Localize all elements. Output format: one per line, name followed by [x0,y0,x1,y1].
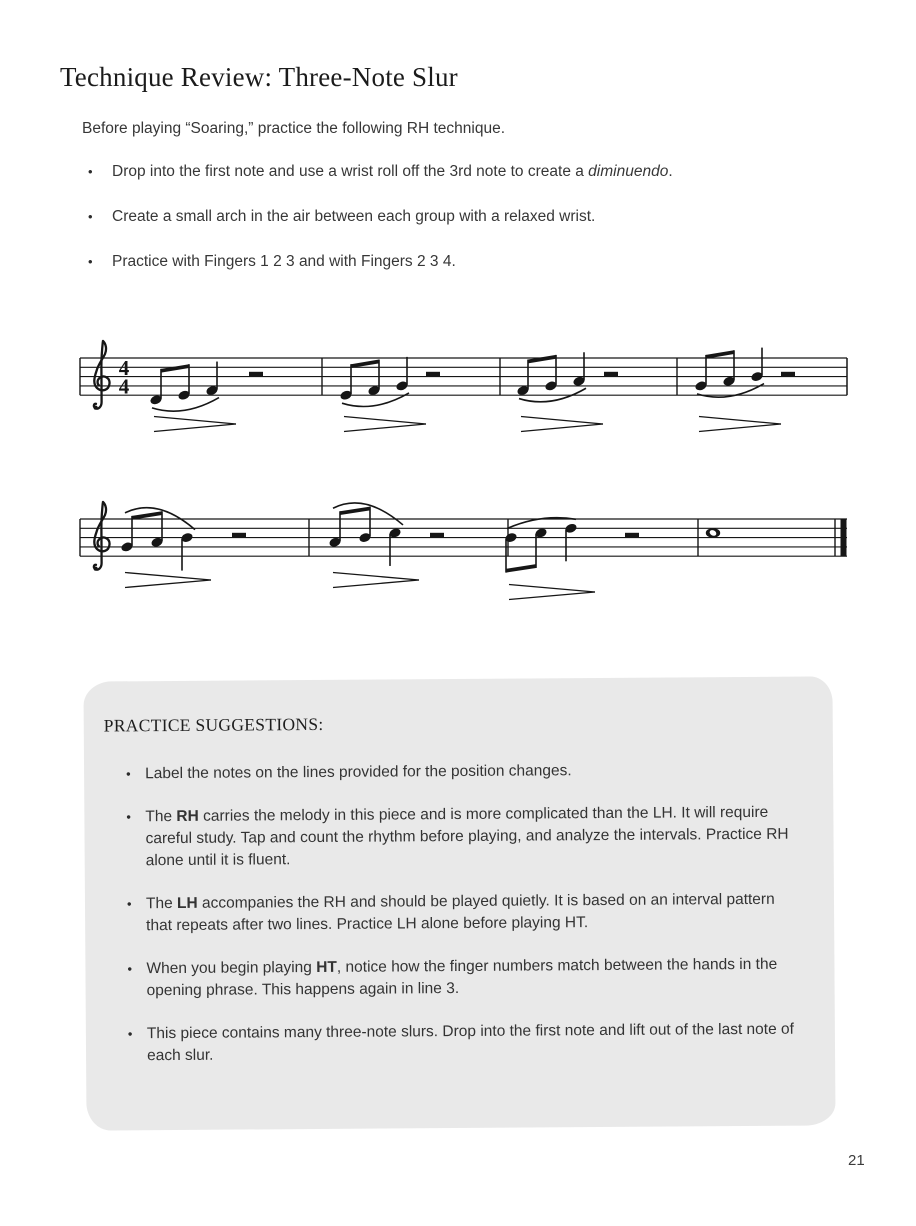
beam [161,364,189,372]
half-rest [232,533,246,538]
decrescendo-hairpin [154,424,236,432]
bullet-icon: • [88,254,93,269]
bullet-icon: • [88,164,93,179]
practice-suggestions-heading: PRACTICE SUGGESTIONS: [103,713,324,736]
bullet-icon: • [88,209,93,224]
decrescendo-hairpin [154,417,236,425]
decrescendo-hairpin [333,580,419,588]
time-signature: 4 [118,374,130,399]
measure [339,357,440,432]
intro-text: Before playing “Soaring,” practice the following RH technique. [82,120,506,137]
music-staff-line-1 [72,330,862,455]
slur [152,398,219,412]
half-rest [426,372,440,377]
measure [120,508,246,588]
measure [328,503,444,588]
music-notation-svg [72,490,862,615]
measure [706,528,720,538]
measure [504,518,639,600]
half-rest [430,533,444,538]
measure [149,362,263,432]
practice-bullet-3-text: The LH accompanies the RH and should be played quietly. It is based on an interval pattern that repeats after two lines. Practice LH alone before playing HT. [145,890,775,935]
practice-suggestions-box [83,676,835,1130]
bullet-icon: • [126,809,132,825]
practice-bullet-3 [127,889,799,938]
practice-bullet-4-text: When you begin playing HT, notice how the finger numbers match between the hands in the opening phrase. This happens again in line 3. [146,955,778,1000]
practice-bullet-1-text: Label the notes on the lines provided for the position changes. [145,762,572,783]
bullet-icon: • [127,1026,133,1042]
final-barline [841,519,847,556]
intro-bullet-3-text: Practice with Fingers 1 2 3 and with Fingers 2 3 4. [112,253,456,270]
decrescendo-hairpin [344,424,426,432]
decrescendo-hairpin [344,417,426,425]
decrescendo-hairpin [333,573,419,581]
treble-clef-icon [94,502,110,571]
intro-bullet-3 [88,252,848,272]
decrescendo-hairpin [699,417,781,425]
page-title: Technique Review: Three-Note Slur [60,62,458,92]
music-notation-svg [72,330,862,455]
beam [340,507,370,515]
decrescendo-hairpin [521,424,603,432]
intro-bullet-2-text: Create a small arch in the air between each group with a relaxed wrist. [112,208,596,225]
decrescendo-hairpin [509,585,595,593]
measure [694,348,795,432]
practice-bullet-2-text: The RH carries the melody in this piece and is more complicated than the LH. It will require careful study. Tap and count the rhythm before playing, and analyze the intervals. Practice RH alone until it is fluent. [145,803,789,870]
decrescendo-hairpin [509,592,595,600]
half-rest [625,533,639,538]
practice-bullet-2 [126,802,798,873]
time-signature: 4 [118,355,130,380]
bullet-icon: • [126,896,132,912]
beam [528,355,556,363]
intro-bullet-1-text: Drop into the first note and use a wrist roll off the 3rd note to create a diminuendo. [112,163,673,180]
practice-bullet-4 [127,954,799,1003]
half-rest [249,372,263,377]
decrescendo-hairpin [125,573,211,581]
beam [506,564,536,572]
intro-bullet-2 [88,207,848,227]
decrescendo-hairpin [125,580,211,588]
decrescendo-hairpin [521,417,603,425]
intro-bullet-list [88,162,848,297]
music-staff-line-2 [72,490,862,615]
measure [516,352,618,431]
bullet-icon: • [127,961,133,977]
intro-bullet-1 [88,162,848,182]
practice-bullet-5 [128,1019,800,1068]
treble-clef-icon [94,341,110,410]
practice-bullet-list [126,759,800,1089]
bullet-icon: • [126,766,131,782]
practice-bullet-5-text: This piece contains many three-note slurs. Drop into the first note and lift out of the last note of each slur. [146,1020,794,1065]
half-rest [604,372,618,377]
decrescendo-hairpin [699,424,781,432]
practice-bullet-1 [126,759,798,786]
page-number: 21 [848,1152,865,1169]
half-rest [781,372,795,377]
